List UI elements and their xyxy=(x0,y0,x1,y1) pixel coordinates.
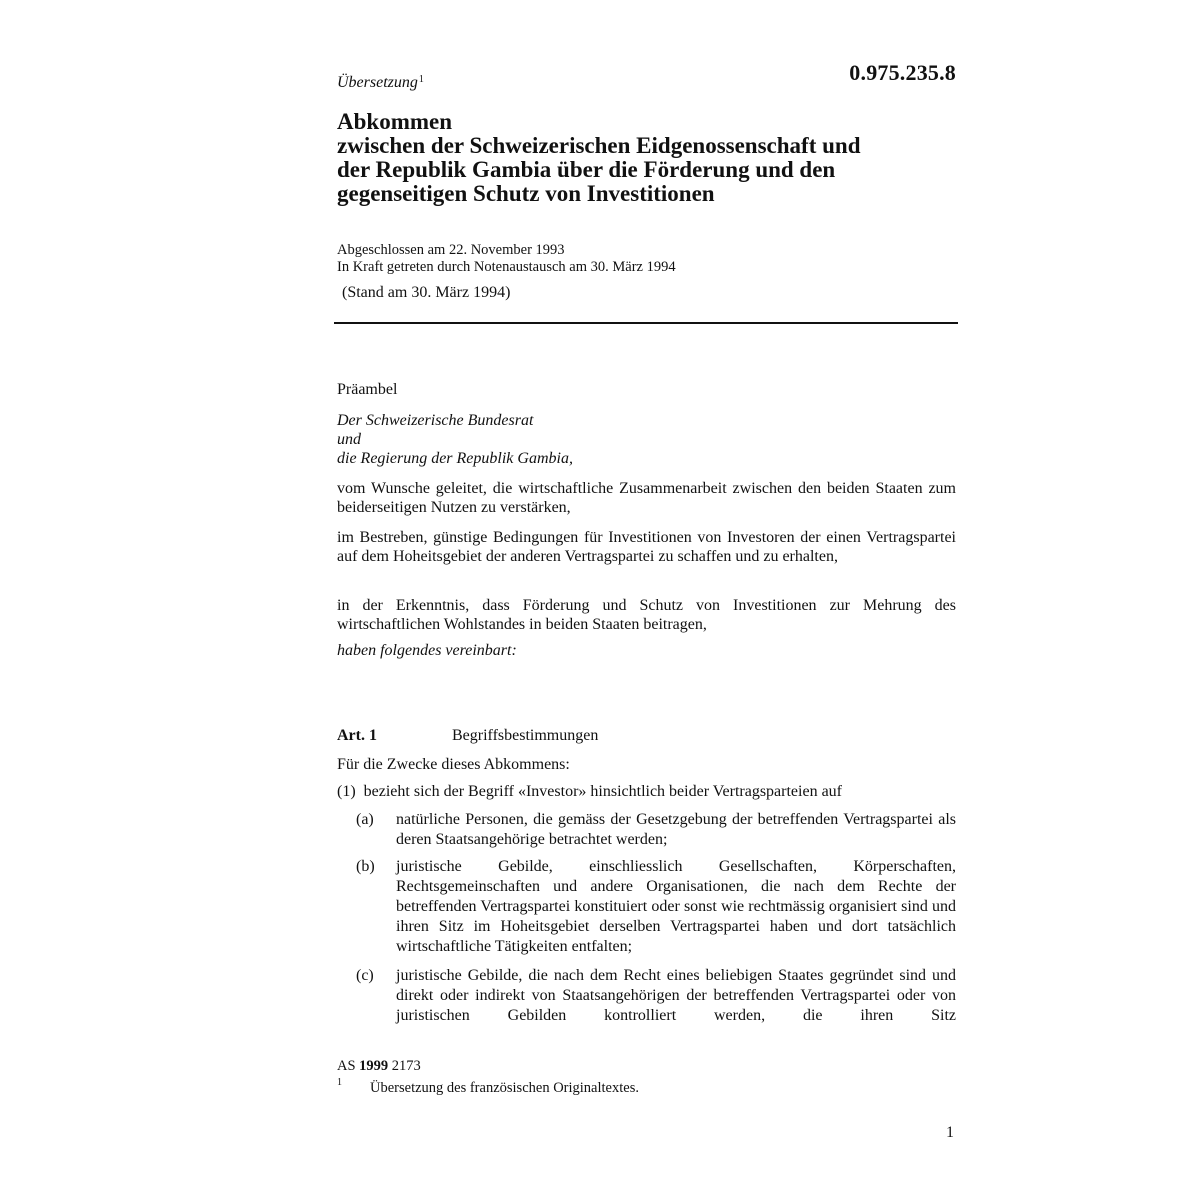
definition-subitem xyxy=(356,966,956,1026)
title-line: der Republik Gambia über die Förderung und den xyxy=(337,157,836,182)
footnote-marker: 1 xyxy=(337,1077,342,1088)
title-line: gegenseitigen Schutz von Investitionen xyxy=(337,181,715,206)
party-line: die Regierung der Republik Gambia, xyxy=(337,450,573,467)
sr-number: 0.975.235.8 xyxy=(849,60,956,85)
page-number: 1 xyxy=(946,1124,954,1141)
contracting-parties xyxy=(337,411,956,468)
subitem-text: natürliche Personen, die gemäss der Gesetzgebung der betreffenden Vertragspartei als deren Staatsangehörige betrachtet werden; xyxy=(396,811,956,848)
title-line: Abkommen xyxy=(337,109,453,134)
preamble-paragraph: im Bestreben, günstige Bedingungen für Investitionen von Investoren der einen Vertragspartei auf dem Hoheitsgebiet der anderen Vertragspartei zu schaffen und zu erhalten, xyxy=(337,529,956,565)
preamble-paragraph: in der Erkenntnis, dass Förderung und Schutz von Investitionen zur Mehrung des wirtschaftlichen Wohlstandes in beiden Staaten beitragen, xyxy=(337,597,956,633)
article-intro: Für die Zwecke dieses Abkommens: xyxy=(337,756,570,773)
footnote-text: Übersetzung des französischen Originaltextes. xyxy=(370,1080,639,1096)
subitem-text: juristische Gebilde, einschliesslich Gesellschaften, Körperschaften, Rechtsgemeinschaften und andere Organisationen, die nach dem Rechte der betreffenden Vertragspartei konstituiert oder sonst wie rechtmässig organisiert sind und ihren Sitz im Hoheitsgebiet derselben Vertragspartei haben und dort tatsächlich wirtschaftliche Tätigkeiten entfalten; xyxy=(396,858,956,955)
definition-subitem xyxy=(356,857,956,957)
party-line: Der Schweizerische Bundesrat xyxy=(337,412,534,429)
subitem-marker: (b) xyxy=(356,858,375,875)
translation-label: Übersetzung$^1$ xyxy=(337,74,424,91)
in-force-date: In Kraft getreten durch Notenaustausch am 30. März 1994 xyxy=(337,259,676,275)
document-title xyxy=(337,110,956,206)
definition-item: (1) bezieht sich der Begriff «Investor» hinsichtlich beider Vertragsparteien auf xyxy=(337,783,843,800)
footnote xyxy=(337,1077,639,1097)
article-title: Begriffsbestimmungen xyxy=(452,727,599,744)
article-label: Art. 1 xyxy=(337,727,377,744)
party-line: und xyxy=(337,431,361,448)
preamble-paragraph: vom Wunsche geleitet, die wirtschaftliche Zusammenarbeit zwischen den beiden Staaten zum beiderseitigen Nutzen zu verstärken, xyxy=(337,480,956,516)
concluded-date: Abgeschlossen am 22. November 1993 xyxy=(337,242,565,258)
subitem-marker: (a) xyxy=(356,811,374,828)
status-date: (Stand am 30. März 1994) xyxy=(342,284,511,301)
preamble-heading: Präambel xyxy=(337,381,398,398)
definition-subitem xyxy=(356,810,956,850)
header-divider xyxy=(334,322,958,324)
preamble-closing: haben folgendes vereinbart: xyxy=(337,642,517,659)
footnote-reference[interactable]: 1 xyxy=(418,74,424,85)
document-meta xyxy=(337,242,956,276)
subitem-marker: (c) xyxy=(356,967,374,984)
official-collection-reference: AS 1999 2173 xyxy=(337,1058,421,1074)
title-line: zwischen der Schweizerischen Eidgenossenschaft und xyxy=(337,133,861,158)
subitem-text: juristische Gebilde, die nach dem Recht eines beliebigen Staates gegründet sind und direkt oder indirekt von Staatsangehörigen der betreffenden Vertragspartei oder von juristischen Gebilden kontrolliert werden, die ihren Sitz xyxy=(396,967,956,1024)
